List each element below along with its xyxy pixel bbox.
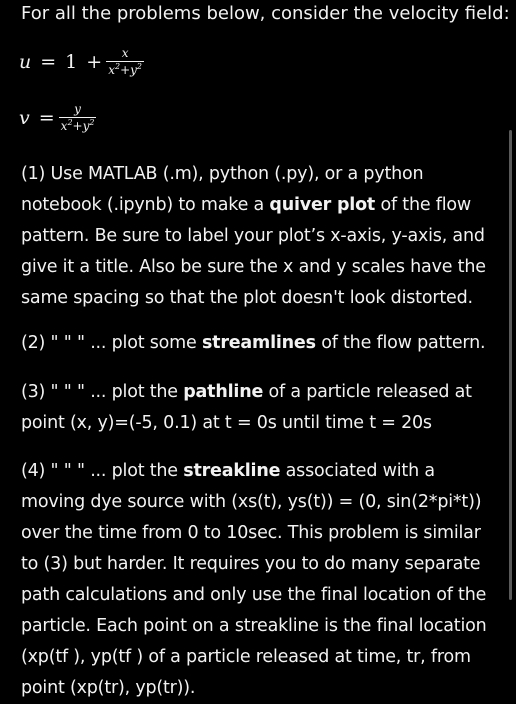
keyword-pathline: pathline <box>183 382 264 402</box>
v-symbol: v <box>19 106 30 129</box>
scrollbar[interactable] <box>509 130 512 600</box>
v-denominator: $x^2+y^2$ <box>60 118 95 133</box>
keyword-quiver-plot: quiver plot <box>269 195 376 215</box>
u-symbol: u <box>19 50 32 73</box>
problem-2: (2) " " " ... plot some streamlines of the flow pattern. <box>21 333 486 353</box>
u-numerator: x <box>121 46 129 60</box>
u-equals: = <box>40 50 57 73</box>
intro-text: For all the problems below, consider the velocity field: <box>21 3 510 24</box>
keyword-streamlines: streamlines <box>201 333 316 353</box>
equation-u <box>19 46 144 77</box>
problem-4: (4) " " " ... plot the streakline associated with a moving dye source with (xs(t), ys(t)) = (0, sin(2*pi*t)) over the time from 0 to 10sec. This problem is similar to (3) but harder. It requires you to do many separate path calculations and only use the final location of the particle. Each point on a streakline is the final location (xp(tf ), yp(tf ) of a particle released at time, tr, from point (xp(tr), yp(tr)). <box>21 461 487 698</box>
problem-3: (3) " " " ... plot the pathline of a particle released at point (x, y)=(-5, 0.1) at t = 0s until time t = 20s <box>21 382 472 433</box>
u-plus: + <box>86 50 103 73</box>
keyword-streakline: streakline <box>183 461 281 481</box>
problem-1: (1) Use MATLAB (.m), python (.py), or a python notebook (.ipynb) to make a quiver plot of the flow pattern. Be sure to label your plot’s x-axis, y-axis, and give it a title. Also be sure the x and y scales have the same spacing so that the plot doesn't look distorted. <box>21 164 486 308</box>
u-fraction <box>106 46 144 77</box>
v-equals: = <box>38 106 55 129</box>
equation-v <box>19 102 96 133</box>
u-constant: 1 <box>65 50 78 73</box>
v-numerator: y <box>74 102 81 116</box>
u-denominator: $x^2+y^2$ <box>108 62 142 77</box>
v-fraction <box>59 102 97 133</box>
